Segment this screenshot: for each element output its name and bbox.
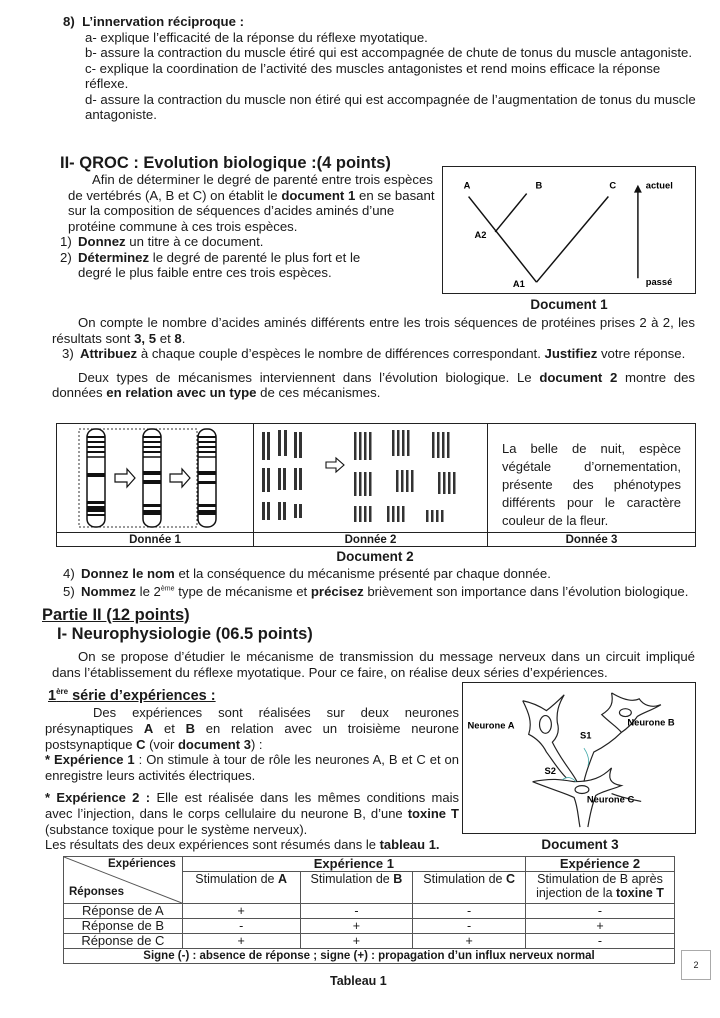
neuron-b-nucleus — [619, 709, 631, 717]
question-5: 5) Nommez le 2ème type de mécanisme et précisez brièvement son importance dans l’évolution biologique. — [63, 583, 689, 599]
donnee-2-label: Donnée 2 — [254, 532, 488, 547]
tableau-1-caption: Tableau 1 — [330, 974, 387, 988]
evolution-intro — [60, 172, 440, 281]
arrow-3 — [326, 458, 344, 472]
document-2-table — [56, 423, 696, 547]
table-row — [64, 934, 675, 949]
table-cell: + — [526, 919, 675, 934]
serie-heading: 1ère série d’expériences : — [48, 687, 216, 704]
donnee-3-label: Donnée 3 — [488, 532, 695, 547]
neuron-a-nucleus — [540, 716, 552, 734]
document-2-caption: Document 2 — [336, 549, 414, 564]
row-label: Réponse de A — [64, 904, 183, 919]
label-B: B — [535, 180, 543, 191]
donnee-2-figure — [254, 424, 488, 532]
label-neuron-c: Neurone C — [586, 794, 635, 805]
document-1-tree — [442, 166, 696, 294]
chromosome-mutation-diagram — [57, 424, 254, 532]
row-label: Réponse de C — [64, 934, 183, 949]
questions-4-5 — [63, 566, 713, 599]
col-stim-a: Stimulation de A — [182, 872, 300, 904]
neuron-c-nucleus — [575, 786, 589, 794]
option-b: b- assure la contraction du muscle étiré qui est accompagnée de chute de tonus du muscle antagoniste. — [85, 45, 692, 60]
question-1: 1) Donnez un titre à ce document. — [60, 234, 264, 249]
neuro-intro: On se propose d’étudier le mécanisme de transmission du message nerveux dans un circuit impliqué dans l’établissement du réflexe myotatique. Pour ce faire, on réalise deux séries d’expériences. — [52, 649, 695, 680]
table-legend: Signe (-) : absence de réponse ; signe (+) : propagation d’un influx nerveux normal — [64, 949, 675, 964]
question-3: 3) Attribuez à chaque couple d’espèces le nombre de différences correspondant. Justifiez votre réponse. — [62, 346, 686, 361]
evolution-intro-text: Afin de déterminer le degré de parenté entre trois espèces de vertébrés (A, B et C) on établit le document 1 en se basant sur la composition de séquences d’acides aminés d’une protéine commune à ces trois espèces. — [68, 172, 435, 234]
table-row — [64, 904, 675, 919]
karyotype-polyploid — [354, 430, 456, 522]
arrow-2 — [170, 469, 190, 487]
table-cell: - — [413, 904, 526, 919]
donnee-3-text: La belle de nuit, espèce végétale d’ornementation, présente des phénotypes différents pour le caractère couleur de la fleur. — [502, 441, 681, 528]
question-4: 4) Donnez le nom et la conséquence du mécanisme présenté par chaque donnée. — [63, 566, 551, 581]
label-A1: A1 — [512, 279, 525, 290]
branch-C — [537, 197, 609, 283]
table-corner — [64, 857, 183, 904]
experiments-intro: Des expériences sont réalisées sur deux neurones présynaptiques A et B en relation avec un troisième neurone postsynaptique C (voir document 3) : — [45, 705, 459, 752]
experience-2: * Expérience 2 : Elle est réalisée dans les mêmes conditions mais avec l’injection, dans le corps cellulaire du neurone B, d’une toxine T (substance toxique pour le système nerveux). — [45, 789, 460, 837]
col-stim-c: Stimulation de C — [413, 872, 526, 904]
page-number: 2 — [681, 950, 711, 980]
corner-experiences: Expériences — [108, 858, 176, 870]
karyotype-diploid — [262, 430, 302, 520]
table-cell: - — [413, 919, 526, 934]
donnee-1-figure — [57, 424, 254, 532]
partie-2-heading: Partie II (12 points) — [42, 606, 190, 624]
table-cell: - — [526, 904, 675, 919]
col-stim-b-toxin: Stimulation de B après injection de la toxine T — [526, 872, 675, 904]
header-experience-1: Expérience 1 — [182, 857, 525, 872]
label-neuron-a: Neurone A — [467, 720, 515, 731]
chromosome-2 — [143, 429, 161, 527]
table-cell: + — [300, 934, 413, 949]
table-cell: - — [182, 919, 300, 934]
label-A2: A2 — [474, 229, 487, 240]
table-row — [64, 919, 675, 934]
document-1-caption: Document 1 — [530, 297, 608, 312]
label-present: actuel — [645, 180, 673, 191]
section-evolution-heading: II- QROC : Evolution biologique :(4 points) — [60, 154, 391, 172]
chromosome-3 — [198, 429, 216, 527]
row-label: Réponse de B — [64, 919, 183, 934]
table-cell: - — [526, 934, 675, 949]
option-a: a- explique l’efficacité de la réponse du réflexe myotatique. — [85, 29, 428, 45]
neurophysiologie-heading: I- Neurophysiologie (06.5 points) — [57, 625, 313, 643]
evolution-continued — [52, 315, 695, 401]
table-cell: - — [300, 904, 413, 919]
results-sentence: Les résultats des deux expériences sont résumés dans le tableau 1. — [45, 837, 440, 853]
phylogenetic-tree — [443, 167, 695, 293]
table-cell: + — [182, 934, 300, 949]
label-s1: S1 — [579, 730, 592, 741]
question-8-title: 8) L’innervation réciproque : — [63, 14, 245, 29]
label-C: C — [609, 180, 617, 191]
document-3-neurons — [462, 682, 696, 834]
table-cell: + — [413, 934, 526, 949]
neuron-circuit-diagram — [463, 683, 695, 833]
donnee-1-label: Donnée 1 — [57, 532, 254, 547]
arrow-1 — [115, 469, 135, 487]
experiments-description — [45, 705, 459, 853]
table-cell: + — [182, 904, 300, 919]
label-s2: S2 — [544, 765, 556, 776]
option-c: c- explique la coordination de l’activité des muscles antagonistes et rend moins efficace la réponse réflexe. — [85, 60, 661, 91]
question-2: 2) Déterminez le degré de parenté le plus fort et le degré le plus faible entre ces trois espèces. — [60, 249, 361, 280]
option-d: d- assure la contraction du muscle non étiré qui est accompagnée de l’augmentation de tonus du muscle antagoniste. — [85, 91, 696, 122]
corner-reponses: Réponses — [69, 886, 124, 898]
experience-1: * Expérience 1 : On stimule à tour de rôle les neurones A, B et C et on enregistre leurs activités électriques. — [45, 752, 460, 784]
label-past: passé — [645, 277, 673, 288]
col-stim-b: Stimulation de B — [300, 872, 413, 904]
chromosome-1 — [87, 429, 105, 527]
question-8 — [63, 14, 703, 123]
document-3-caption: Document 3 — [541, 837, 619, 852]
mechanisms-paragraph: Deux types de mécanismes interviennent dans l’évolution biologique. Le document 2 montre des données en relation avec un type de ces mécanismes. — [52, 369, 696, 400]
time-arrow-head — [634, 185, 642, 193]
counts-paragraph: On compte le nombre d’acides aminés différents entre les trois séquences de protéines prises 2 à 2, les résultats sont 3, 5 et 8. — [52, 315, 695, 346]
label-neuron-b: Neurone B — [627, 717, 675, 728]
table-cell: + — [300, 919, 413, 934]
header-experience-2: Expérience 2 — [526, 857, 675, 872]
results-table — [63, 856, 675, 964]
karyotype-polyploidy-diagram — [254, 424, 488, 532]
branch-B — [495, 194, 527, 232]
label-A: A — [463, 180, 471, 191]
